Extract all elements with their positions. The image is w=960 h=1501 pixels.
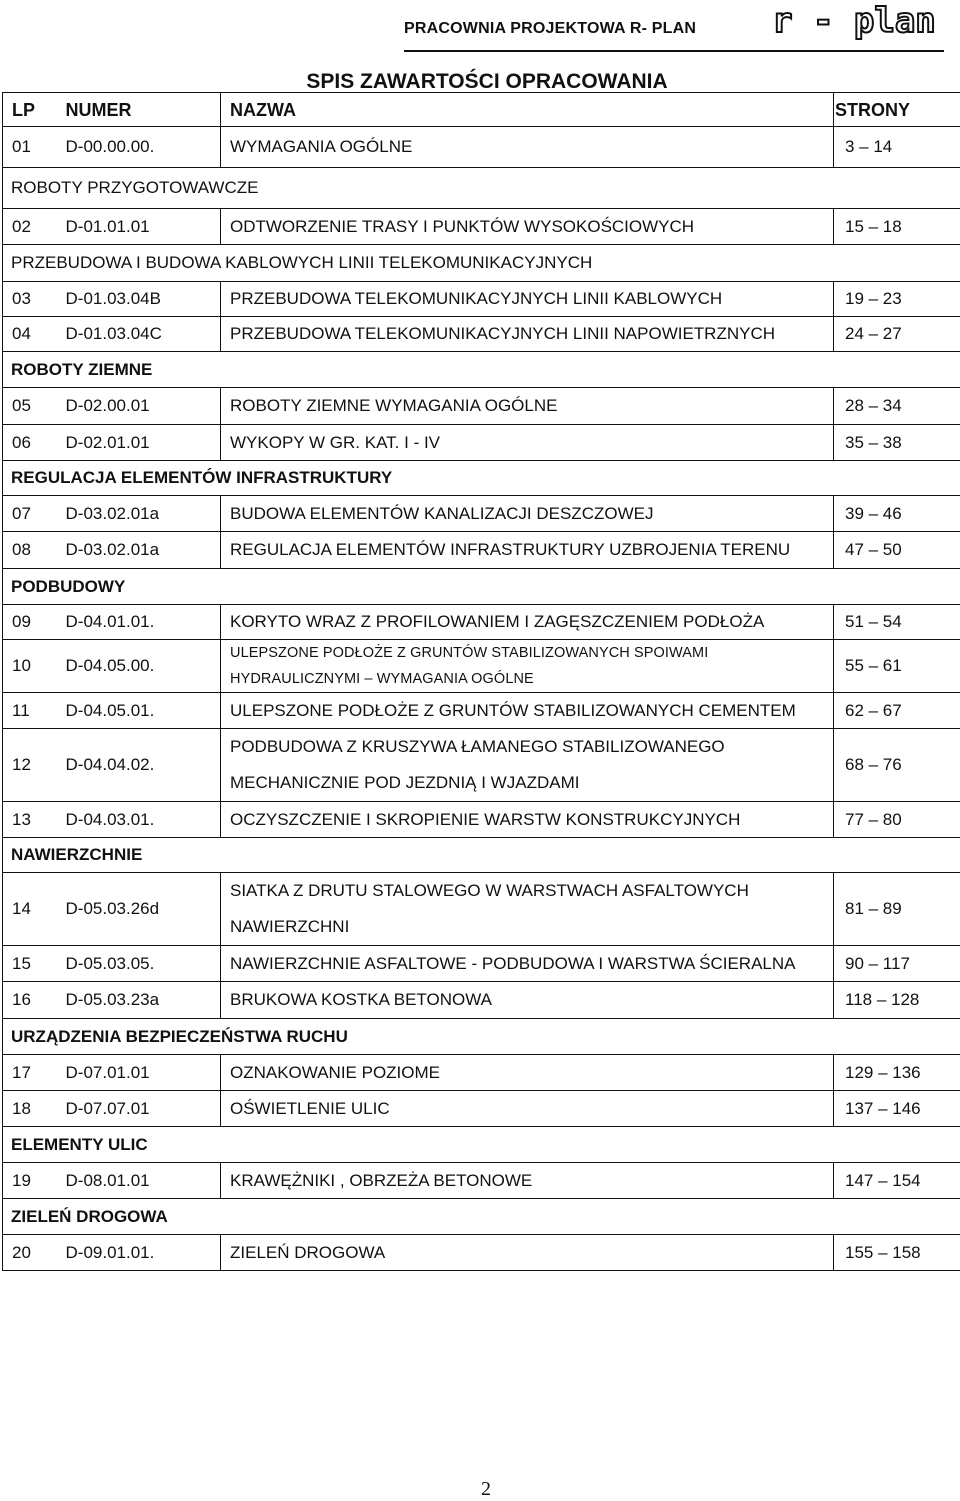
row-name: WYMAGANIA OGÓLNE xyxy=(221,127,834,168)
table-row xyxy=(3,317,960,352)
section-heading: ELEMENTY ULIC xyxy=(3,1127,960,1163)
row-name-line1: SIATKA Z DRUTU STALOWEGO W WARSTWACH ASFALTOWYCH xyxy=(230,873,825,909)
row-number: D-07.01.01 xyxy=(60,1055,221,1091)
table-row xyxy=(3,1235,960,1271)
row-name xyxy=(221,640,834,693)
row-pages: 77 – 80 xyxy=(834,802,960,838)
row-lp: 04 xyxy=(3,317,60,352)
row-pages: 24 – 27 xyxy=(834,317,960,352)
row-name: KRAWĘŻNIKI , OBRZEŻA BETONOWE xyxy=(221,1163,834,1199)
page-number-text: 2 xyxy=(481,1478,491,1500)
row-number: D-04.04.02. xyxy=(60,729,221,802)
row-name-line2: MECHANICZNIE POD JEZDNIĄ I WJAZDAMI xyxy=(230,765,825,801)
row-lp: 16 xyxy=(3,982,60,1019)
section-heading: REGULACJA ELEMENTÓW INFRASTRUKTURY xyxy=(3,461,960,496)
row-pages: 62 – 67 xyxy=(834,693,960,729)
row-name-line1: PODBUDOWA Z KRUSZYWA ŁAMANEGO STABILIZOWANEGO xyxy=(230,729,825,765)
table-row xyxy=(3,802,960,838)
row-lp: 14 xyxy=(3,873,60,946)
column-header-number: NUMER xyxy=(60,93,221,127)
section-row xyxy=(3,1127,960,1163)
row-name: KORYTO WRAZ Z PROFILOWANIEM I ZAGĘSZCZENIEM PODŁOŻA xyxy=(221,605,834,640)
row-number: D-03.02.01a xyxy=(60,532,221,569)
row-name: BUDOWA ELEMENTÓW KANALIZACJI DESZCZOWEJ xyxy=(221,496,834,532)
row-lp: 01 xyxy=(3,127,60,168)
row-lp: 19 xyxy=(3,1163,60,1199)
row-name: OŚWIETLENIE ULIC xyxy=(221,1091,834,1127)
section-heading: URZĄDZENIA BEZPIECZEŃSTWA RUCHU xyxy=(3,1019,960,1055)
row-pages: 118 – 128 xyxy=(834,982,960,1019)
company-logo xyxy=(768,2,958,54)
section-row xyxy=(3,1019,960,1055)
row-pages: 147 – 154 xyxy=(834,1163,960,1199)
row-number: D-01.03.04B xyxy=(60,282,221,317)
row-name xyxy=(221,729,834,802)
section-row xyxy=(3,168,960,209)
table-row xyxy=(3,1091,960,1127)
row-pages: 47 – 50 xyxy=(834,532,960,569)
table-header-row xyxy=(3,93,960,127)
row-lp: 10 xyxy=(3,640,60,693)
section-heading: PRZEBUDOWA I BUDOWA KABLOWYCH LINII TELEKOMUNIKACYJNYCH xyxy=(3,245,960,282)
row-lp: 06 xyxy=(3,425,60,461)
table-row xyxy=(3,282,960,317)
table-row xyxy=(3,1163,960,1199)
column-header-pages: STRONY xyxy=(834,93,960,127)
table-row xyxy=(3,496,960,532)
section-row xyxy=(3,352,960,388)
page-number xyxy=(0,1478,960,1501)
row-pages: 3 – 14 xyxy=(834,127,960,168)
row-pages: 15 – 18 xyxy=(834,209,960,245)
row-lp: 15 xyxy=(3,946,60,982)
row-number: D-07.07.01 xyxy=(60,1091,221,1127)
column-header-lp: LP xyxy=(3,93,60,127)
section-row xyxy=(3,245,960,282)
row-number: D-05.03.26d xyxy=(60,873,221,946)
section-row xyxy=(3,1199,960,1235)
row-pages: 51 – 54 xyxy=(834,605,960,640)
row-name xyxy=(221,873,834,946)
row-name: PRZEBUDOWA TELEKOMUNIKACYJNYCH LINII KABLOWYCH xyxy=(221,282,834,317)
row-number: D-02.00.01 xyxy=(60,388,221,425)
contents-table xyxy=(2,92,960,1271)
row-pages: 137 – 146 xyxy=(834,1091,960,1127)
row-name-line2: HYDRAULICZNYMI – WYMAGANIA OGÓLNE xyxy=(230,666,825,692)
row-number: D-01.03.04C xyxy=(60,317,221,352)
table-row xyxy=(3,388,960,425)
row-name: ULEPSZONE PODŁOŻE Z GRUNTÓW STABILIZOWANYCH CEMENTEM xyxy=(221,693,834,729)
row-lp: 08 xyxy=(3,532,60,569)
section-heading: ROBOTY PRZYGOTOWAWCZE xyxy=(3,168,960,209)
table-row xyxy=(3,729,960,802)
column-header-name: NAZWA xyxy=(221,93,834,127)
row-pages: 129 – 136 xyxy=(834,1055,960,1091)
row-pages: 39 – 46 xyxy=(834,496,960,532)
section-heading: ROBOTY ZIEMNE xyxy=(3,352,960,388)
row-name: ROBOTY ZIEMNE WYMAGANIA OGÓLNE xyxy=(221,388,834,425)
table-row xyxy=(3,640,960,693)
section-heading: PODBUDOWY xyxy=(3,569,960,605)
section-heading: NAWIERZCHNIE xyxy=(3,838,960,873)
row-number: D-05.03.23a xyxy=(60,982,221,1019)
row-lp: 05 xyxy=(3,388,60,425)
row-lp: 18 xyxy=(3,1091,60,1127)
section-row xyxy=(3,569,960,605)
header-rule xyxy=(404,50,944,52)
row-pages: 90 – 117 xyxy=(834,946,960,982)
row-pages: 28 – 34 xyxy=(834,388,960,425)
table-row xyxy=(3,127,960,168)
row-name: ODTWORZENIE TRASY I PUNKTÓW WYSOKOŚCIOWYCH xyxy=(221,209,834,245)
row-pages: 19 – 23 xyxy=(834,282,960,317)
row-number: D-08.01.01 xyxy=(60,1163,221,1199)
row-name: OZNAKOWANIE POZIOME xyxy=(221,1055,834,1091)
table-row xyxy=(3,532,960,569)
row-number: D-04.03.01. xyxy=(60,802,221,838)
row-name: OCZYSZCZENIE I SKROPIENIE WARSTW KONSTRUKCYJNYCH xyxy=(221,802,834,838)
row-name: BRUKOWA KOSTKA BETONOWA xyxy=(221,982,834,1019)
row-lp: 07 xyxy=(3,496,60,532)
table-row xyxy=(3,946,960,982)
row-lp: 03 xyxy=(3,282,60,317)
row-number: D-01.01.01 xyxy=(60,209,221,245)
table-row xyxy=(3,1055,960,1091)
table-row xyxy=(3,873,960,946)
row-pages: 155 – 158 xyxy=(834,1235,960,1271)
row-name: REGULACJA ELEMENTÓW INFRASTRUKTURY UZBROJENIA TERENU xyxy=(221,532,834,569)
row-name-line2: NAWIERZCHNI xyxy=(230,909,825,945)
row-number: D-05.03.05. xyxy=(60,946,221,982)
table-row xyxy=(3,209,960,245)
row-number: D-04.05.00. xyxy=(60,640,221,693)
row-pages: 55 – 61 xyxy=(834,640,960,693)
section-row xyxy=(3,461,960,496)
table-row xyxy=(3,425,960,461)
row-name: NAWIERZCHNIE ASFALTOWE - PODBUDOWA I WARSTWA ŚCIERALNA xyxy=(221,946,834,982)
row-pages: 35 – 38 xyxy=(834,425,960,461)
row-lp: 13 xyxy=(3,802,60,838)
document-title-text: SPIS ZAWARTOŚCI OPRACOWANIA xyxy=(306,70,667,93)
document-title xyxy=(0,70,960,94)
row-lp: 02 xyxy=(3,209,60,245)
row-name: PRZEBUDOWA TELEKOMUNIKACYJNYCH LINII NAPOWIETRZNYCH xyxy=(221,317,834,352)
table-row xyxy=(3,605,960,640)
row-number: D-04.01.01. xyxy=(60,605,221,640)
row-name-line1: ULEPSZONE PODŁOŻE Z GRUNTÓW STABILIZOWANYCH SPOIWAMI xyxy=(230,640,825,666)
logo-text: r - plan xyxy=(772,2,936,41)
row-number: D-04.05.01. xyxy=(60,693,221,729)
section-heading: ZIELEŃ DROGOWA xyxy=(3,1199,960,1235)
row-number: D-09.01.01. xyxy=(60,1235,221,1271)
row-name: WYKOPY W GR. KAT. I - IV xyxy=(221,425,834,461)
row-number: D-00.00.00. xyxy=(60,127,221,168)
row-pages: 68 – 76 xyxy=(834,729,960,802)
row-number: D-02.01.01 xyxy=(60,425,221,461)
row-lp: 17 xyxy=(3,1055,60,1091)
row-pages: 81 – 89 xyxy=(834,873,960,946)
row-lp: 09 xyxy=(3,605,60,640)
row-lp: 12 xyxy=(3,729,60,802)
row-name: ZIELEŃ DROGOWA xyxy=(221,1235,834,1271)
company-name: PRACOWNIA PROJEKTOWA R- PLAN xyxy=(404,20,696,38)
row-number: D-03.02.01a xyxy=(60,496,221,532)
row-lp: 20 xyxy=(3,1235,60,1271)
table-row xyxy=(3,982,960,1019)
section-row xyxy=(3,838,960,873)
table-row xyxy=(3,693,960,729)
row-lp: 11 xyxy=(3,693,60,729)
